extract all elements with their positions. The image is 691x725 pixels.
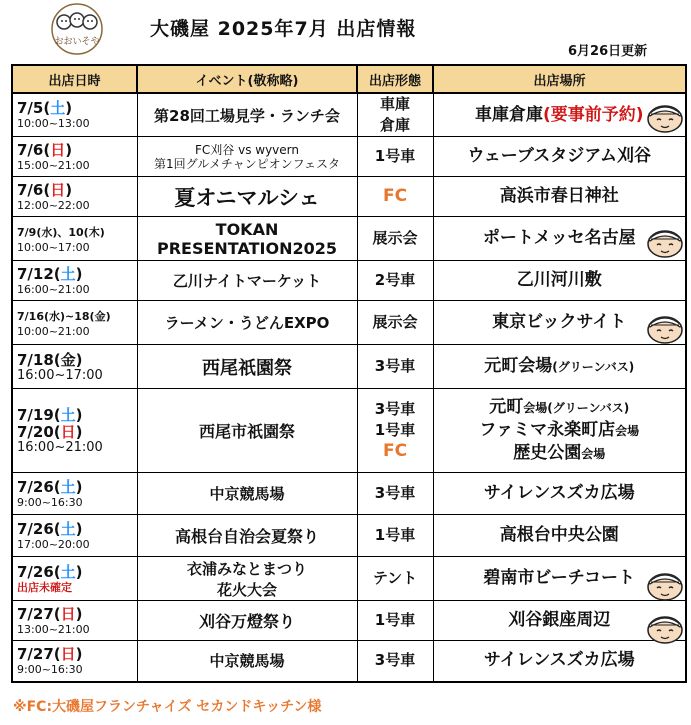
updated-date: 6月26日更新 — [568, 44, 648, 59]
place-cell: 元町会場(グリーンバス) ファミマ永楽町店会場 歴史公園会場 — [433, 389, 686, 473]
event-cell: 中京競馬場 — [137, 473, 357, 515]
table-row — [12, 301, 686, 345]
format-cell: 2号車 — [357, 261, 433, 301]
table-row — [12, 177, 686, 217]
place-cell: 乙川河川敷 — [433, 261, 686, 301]
schedule-table — [11, 64, 687, 683]
mascot-face-icon — [644, 613, 686, 645]
event-cell: ラーメン・うどんEXPO — [137, 301, 357, 345]
format-cell: テント — [357, 557, 433, 601]
date-cell: 7/6(日) 12:00~22:00 — [12, 177, 137, 217]
mascot-face-icon — [644, 102, 686, 134]
date-cell: 7/26(土) 出店未確定 — [12, 557, 137, 601]
date-cell: 7/26(土) 17:00~20:00 — [12, 515, 137, 557]
table-row — [12, 345, 686, 389]
place-cell: 高根台中央公園 — [433, 515, 686, 557]
format-cell: 3号車 — [357, 641, 433, 682]
date-cell: 7/19(土) 7/20(日) 16:00~21:00 — [12, 389, 137, 473]
col-header-place: 出店場所 — [433, 65, 686, 93]
date-cell: 7/9(水)、10(木) 10:00~17:00 — [12, 217, 137, 261]
page-title: 大磯屋 2025年7月 出店情報 — [150, 18, 417, 40]
table-row — [12, 217, 686, 261]
event-cell: 西尾祇園祭 — [137, 345, 357, 389]
format-cell: 1号車 — [357, 137, 433, 177]
place-cell: 元町会場(グリーンバス) — [433, 345, 686, 389]
date-cell: 7/6(日) 15:00~21:00 — [12, 137, 137, 177]
event-cell: 高根台自治会夏祭り — [137, 515, 357, 557]
format-cell: 車庫 倉庫 — [357, 93, 433, 137]
date-cell: 7/12(土) 16:00~21:00 — [12, 261, 137, 301]
table-row — [12, 473, 686, 515]
table-header-row — [12, 65, 686, 93]
date-cell: 7/5(土) 10:00~13:00 — [12, 93, 137, 137]
format-cell: 展示会 — [357, 301, 433, 345]
format-cell: 3号車 — [357, 345, 433, 389]
table-row — [12, 389, 686, 473]
col-header-format: 出店形態 — [357, 65, 433, 93]
svg-text:おおいそや: おおいそや — [54, 37, 100, 47]
event-cell: 刈谷万燈祭り — [137, 601, 357, 641]
event-cell: 夏オニマルシェ — [137, 177, 357, 217]
format-cell: FC — [357, 177, 433, 217]
footnote: ※FC:大磯屋フランチャイズ セカンドキッチン様 — [13, 699, 322, 715]
format-cell: 展示会 — [357, 217, 433, 261]
place-cell: 刈谷銀座周辺 — [433, 601, 686, 641]
event-cell: 第28回工場見学・ランチ会 — [137, 93, 357, 137]
col-header-datetime: 出店日時 — [12, 65, 137, 93]
format-cell: 1号車 — [357, 515, 433, 557]
event-cell: TOKAN PRESENTATION2025 — [137, 217, 357, 261]
place-cell: 高浜市春日神社 — [433, 177, 686, 217]
place-cell: 東京ビックサイト — [433, 301, 686, 345]
col-header-event: イベント(敬称略) — [137, 65, 357, 93]
table-row — [12, 93, 686, 137]
format-cell: 1号車 — [357, 601, 433, 641]
mascot-face-icon — [644, 570, 686, 602]
format-cell: 3号車 1号車 FC — [357, 389, 433, 473]
date-cell: 7/27(日) 9:00~16:30 — [12, 641, 137, 682]
date-cell: 7/16(水)~18(金) 10:00~21:00 — [12, 301, 137, 345]
mascot-face-icon — [644, 227, 686, 259]
place-cell: 碧南市ビーチコート — [433, 557, 686, 601]
mascot-face-icon — [644, 313, 686, 345]
table-row — [12, 641, 686, 682]
oisoya-logo — [44, 2, 110, 56]
date-cell: 7/26(土) 9:00~16:30 — [12, 473, 137, 515]
table-row — [12, 515, 686, 557]
date-cell: 7/18(金) 16:00~17:00 — [12, 345, 137, 389]
event-cell: 衣浦みなとまつり 花火大会 — [137, 557, 357, 601]
place-cell: サイレンスズカ広場 — [433, 473, 686, 515]
place-cell: ウェーブスタジアム刈谷 — [433, 137, 686, 177]
table-row — [12, 137, 686, 177]
format-cell: 3号車 — [357, 473, 433, 515]
place-cell: サイレンスズカ広場 — [433, 641, 686, 682]
table-row — [12, 601, 686, 641]
table-row — [12, 261, 686, 301]
place-cell: ポートメッセ名古屋 — [433, 217, 686, 261]
date-cell: 7/27(日) 13:00~21:00 — [12, 601, 137, 641]
table-row — [12, 557, 686, 601]
place-cell: 車庫倉庫(要事前予約) — [433, 93, 686, 137]
event-cell: 西尾市祇園祭 — [137, 389, 357, 473]
event-cell: FC刈谷 vs wyvern 第1回グルメチャンピオンフェスタ — [137, 137, 357, 177]
event-cell: 乙川ナイトマーケット — [137, 261, 357, 301]
event-cell: 中京競馬場 — [137, 641, 357, 682]
